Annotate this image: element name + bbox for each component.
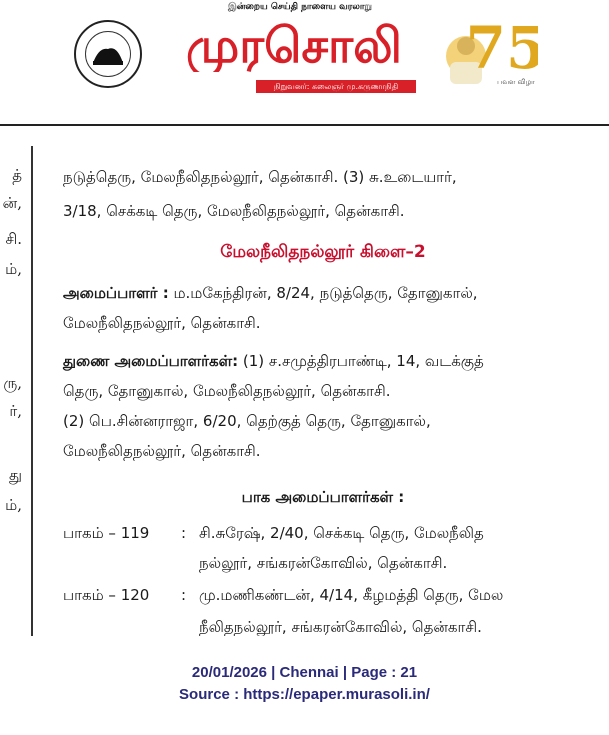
parts-heading: பாக அமைப்பாளர்கள் : [241,488,405,506]
part-details: மு.மணிகண்டன், 4/14, கீழமத்தி தெரு, மேல [199,586,504,604]
deputy-label: துணை அமைப்பாளர்கள்: [63,352,239,370]
footer-source-line: Source : https://epaper.murasoli.in/ [179,686,430,703]
fragment-line: ம், [5,260,22,278]
organiser-label: அமைப்பாளர் : [63,284,169,302]
masthead [0,0,609,120]
branch-heading: மேலநீலிதநல்லூர் கிளை–2 [220,242,426,262]
masthead-title: முரசொலி [186,18,402,72]
anniversary-emblem [438,6,538,98]
fragment-line: ன், [2,194,22,212]
organiser-details: ம.மகேந்திரன், 8/24, நடுத்தெரு, தோனுகால், [168,284,478,302]
part-label: பாகம் – 120 [63,586,150,604]
footer [0,636,609,735]
founder-line: நிறுவனர்: கலைஞர் மு.கருணாநிதி [256,80,416,93]
part-label: பாகம் – 119 [63,524,150,542]
deputy-second-address: மேலநீலிதநல்லூர், தென்காசி. [63,442,261,460]
anniversary-caption: பவள விழா [497,78,535,86]
party-seal-emblem [85,31,131,77]
organiser-line [63,284,478,304]
masthead-divider [0,124,609,126]
organiser-address: மேலநீலிதநல்லூர், தென்காசி. [63,314,261,332]
rising-sun-icon [91,41,125,67]
deputy-address: தெரு, தோனுகால், மேலநீலிதநல்லூர், தென்காசி. [63,382,391,400]
fragment-line: ர், [9,402,22,420]
deputy-line [63,352,484,372]
party-seal-logo [74,20,142,88]
fragment-line: சி. [5,230,22,248]
fragment-line: ம், [5,496,22,514]
part-address: நல்லூர், சங்கரன்கோவில், தென்காசி. [199,554,448,572]
anniversary-number: 75 [465,14,538,82]
fragment-line: ரு, [3,374,22,392]
part-address: நீலிதநல்லூர், சங்கரன்கோவில், தென்காசி. [199,618,482,636]
fragment-line: து [8,466,22,484]
part-colon: : [181,524,187,542]
masthead-title-logo [148,16,440,72]
column-divider [31,146,33,636]
part-details: சி.சுரேஷ், 2/40, செக்கடி தெரு, மேலநீலித [199,524,484,542]
footer-date-line: 20/01/2026 | Chennai | Page : 21 [191,664,418,681]
masthead-tagline: இன்றைய செய்தி நாளைய வரலாறு [227,2,373,12]
intro-line: நடுத்தெரு, மேலநீலிதநல்லூர், தென்காசி. (3) சு.உடையார், [63,168,457,186]
intro-line: 3/18, செக்கடி தெரு, மேலநீலிதநல்லூர், தென்காசி. [63,202,405,220]
deputy-details: (1) ச.சமுத்திரபாண்டி, 14, வடக்குத் [238,352,484,370]
part-colon: : [181,586,187,604]
fragment-line: த் [12,166,22,184]
deputy-second: (2) பெ.சின்னராஜா, 6/20, தெற்குத் தெரு, தோனுகால், [63,412,431,430]
